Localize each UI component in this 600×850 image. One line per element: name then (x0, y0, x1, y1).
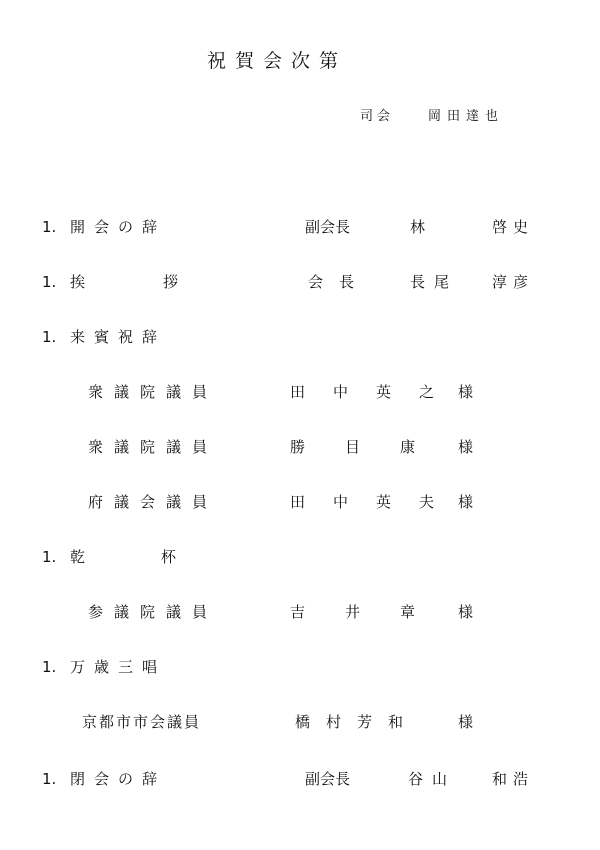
guest-title: 府議会議員 (88, 493, 219, 511)
item-person-family: 谷山 (408, 770, 457, 788)
guest-name: 田中英夫 (290, 493, 463, 511)
item-label: 挨拶 (70, 273, 257, 291)
emcee-role: 司会 (360, 109, 395, 124)
guest-name: 橋村芳和 (295, 713, 420, 731)
guest-title: 衆議院議員 (88, 438, 219, 456)
guest-name: 勝目康 (290, 438, 456, 456)
item-label: 乾杯 (70, 548, 253, 566)
item-number: 1. (42, 273, 57, 291)
item-number: 1. (42, 328, 57, 346)
item-number: 1. (42, 658, 57, 676)
emcee-name: 岡田達也 (428, 109, 505, 124)
item-number: 1. (42, 770, 57, 788)
guest-honorific: 様 (458, 493, 474, 511)
item-person-given: 啓史 (492, 218, 535, 236)
item-person-given: 淳彦 (492, 273, 535, 291)
guest-title: 衆議院議員 (88, 383, 219, 401)
guest-name: 田中英之 (290, 383, 463, 401)
item-person-family: 林 (410, 218, 426, 236)
item-number: 1. (42, 548, 57, 566)
guest-honorific: 様 (458, 438, 474, 456)
guest-title: 京都市市会議員 (82, 713, 202, 731)
item-label: 開会の辞 (70, 218, 167, 236)
guest-name: 吉井章 (290, 603, 456, 621)
item-label: 万歳三唱 (70, 658, 167, 676)
guest-title: 参議院議員 (88, 603, 219, 621)
item-label: 閉会の辞 (70, 770, 167, 788)
guest-honorific: 様 (458, 603, 474, 621)
page-title: 祝賀会次第 (207, 50, 348, 72)
item-person-family: 長尾 (410, 273, 459, 291)
guest-honorific: 様 (458, 383, 474, 401)
item-label: 来賓祝辞 (70, 328, 167, 346)
item-role: 会長 (308, 273, 371, 291)
item-role: 副会長 (305, 770, 351, 788)
guest-honorific: 様 (458, 713, 474, 731)
item-role: 副会長 (305, 218, 351, 236)
item-number: 1. (42, 218, 57, 236)
item-person-given: 和浩 (492, 770, 535, 788)
